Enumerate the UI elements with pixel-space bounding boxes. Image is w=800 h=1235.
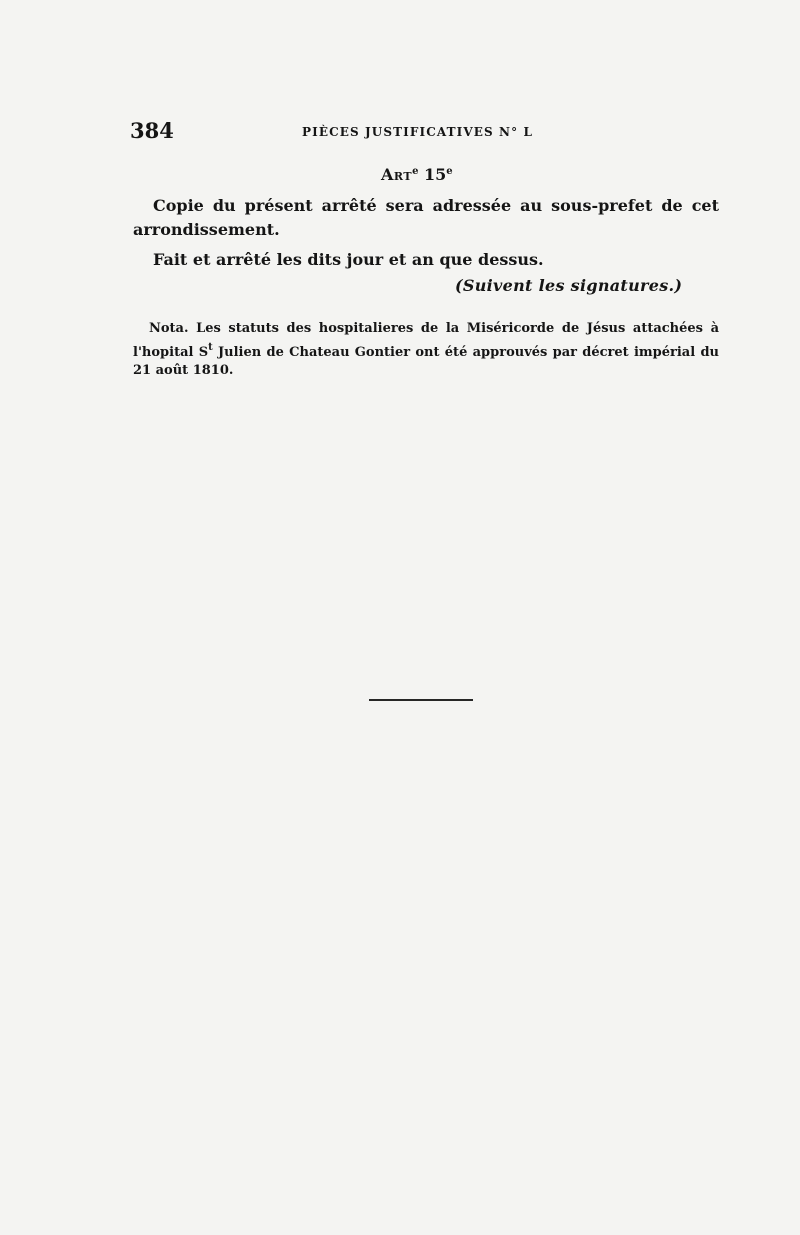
nota-saint-superscript: t bbox=[208, 341, 213, 353]
article-prefix-superscript: e bbox=[412, 166, 419, 177]
nota-text-part-1: Nota. Les statuts des hospitalieres de la Miséricorde de Jésus attachées à l'hopital S bbox=[133, 321, 719, 360]
section-divider-rule bbox=[369, 699, 473, 701]
nota-text-part-2: Julien de Chateau Gontier ont été approuvés par décret impérial du 21 août 1810. bbox=[133, 344, 719, 378]
paragraph-signed-date: Fait et arrêté les dits jour et an que dessus. bbox=[153, 250, 544, 269]
footnote-nota bbox=[133, 320, 719, 381]
article-prefix: Art bbox=[381, 165, 413, 184]
page-number: 384 bbox=[130, 118, 174, 143]
paragraph-copy-order: Copie du présent arrêté sera adressée au sous-prefet de cet arrondissement. bbox=[133, 196, 719, 239]
running-head bbox=[130, 118, 710, 148]
article-number-superscript: e bbox=[446, 166, 453, 177]
article-heading bbox=[381, 165, 453, 184]
running-title: PIÈCES JUSTIFICATIVES N° L bbox=[302, 125, 534, 139]
article-number: 15 bbox=[424, 165, 447, 184]
signatures-line: (Suivent les signatures.) bbox=[455, 276, 683, 295]
